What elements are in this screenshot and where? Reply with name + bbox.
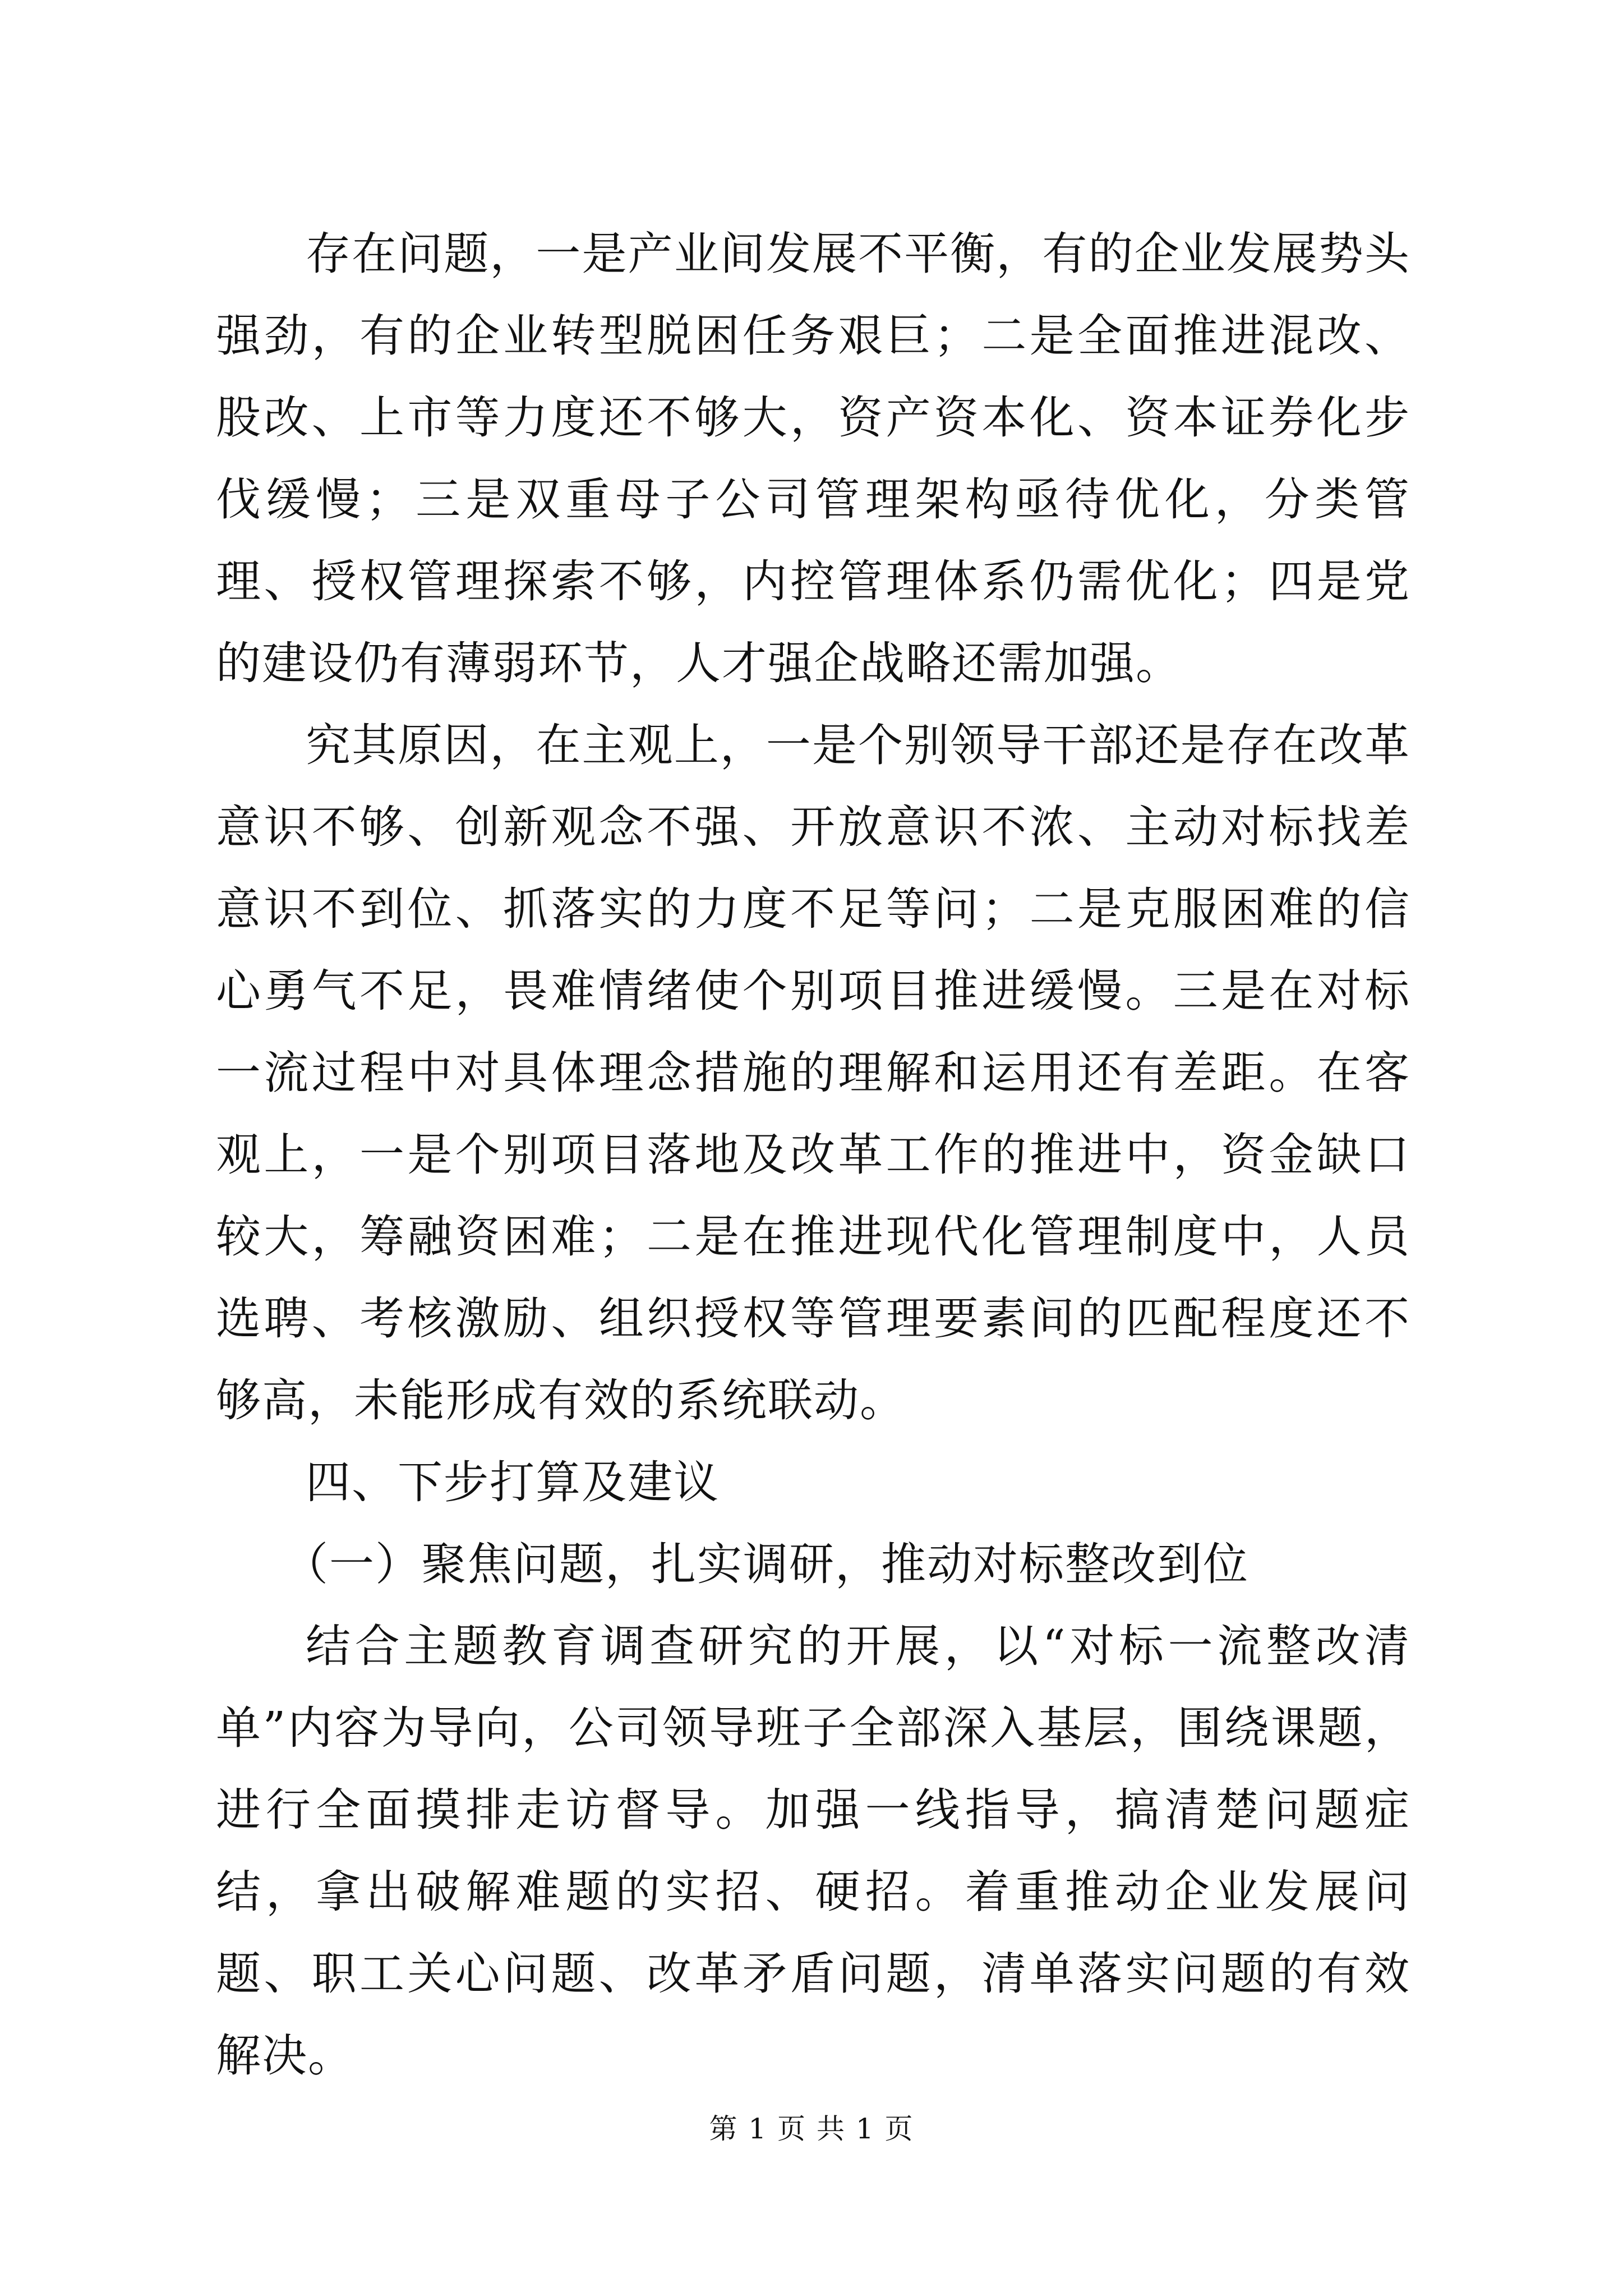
paragraph-plan: 结合主题教育调查研究的开展，以“对标一流整改清单”内容为导向，公司领导班子全部深入基层，围绕课题，进行全面摸排走访督导。加强一线指导，搞清楚问题症结，拿出破解难题的实招、硬招。着重推动企业发展问题、职工关心问题、改革矛盾问题，清单落实问题的有效解决。 (216, 1620, 1410, 2082)
paragraph-causes: 究其原因，在主观上，一是个别领导干部还是存在改革意识不够、创新观念不强、开放意识不浓、主动对标找差意识不到位、抓落实的力度不足等问；二是克服困难的信心勇气不足，畏难情绪使个别项目推进缓慢。三是在对标一流过程中对具体理念措施的理解和运用还有差距。在客观上，一是个别项目落地及改革工作的推进中，资金缺口较大，筹融资困难；二是在推进现代化管理制度中，人员选聘、考核激励、组织授权等管理要素间的匹配程度还不够高，未能形成有效的系统联动。 (216, 719, 1410, 1427)
section-heading: 四、下步打算及建议 (306, 1456, 720, 1508)
document-body (216, 213, 1410, 2097)
page-footer: 第 1 页 共 1 页 (709, 2113, 914, 2145)
subsection-heading: （一）聚焦问题，扎实调研，推动对标整改到位 (283, 1538, 1249, 1590)
paragraph-problems: 存在问题，一是产业间发展不平衡，有的企业发展势头强劲，有的企业转型脱困任务艰巨；二是全面推进混改、股改、上市等力度还不够大，资产资本化、资本证券化步伐缓慢；三是双重母子公司管理架构亟待优化，分类管理、授权管理探索不够，内控管理体系仍需优化；四是党的建设仍有薄弱环节，人才强企战略还需加强。 (216, 228, 1410, 689)
